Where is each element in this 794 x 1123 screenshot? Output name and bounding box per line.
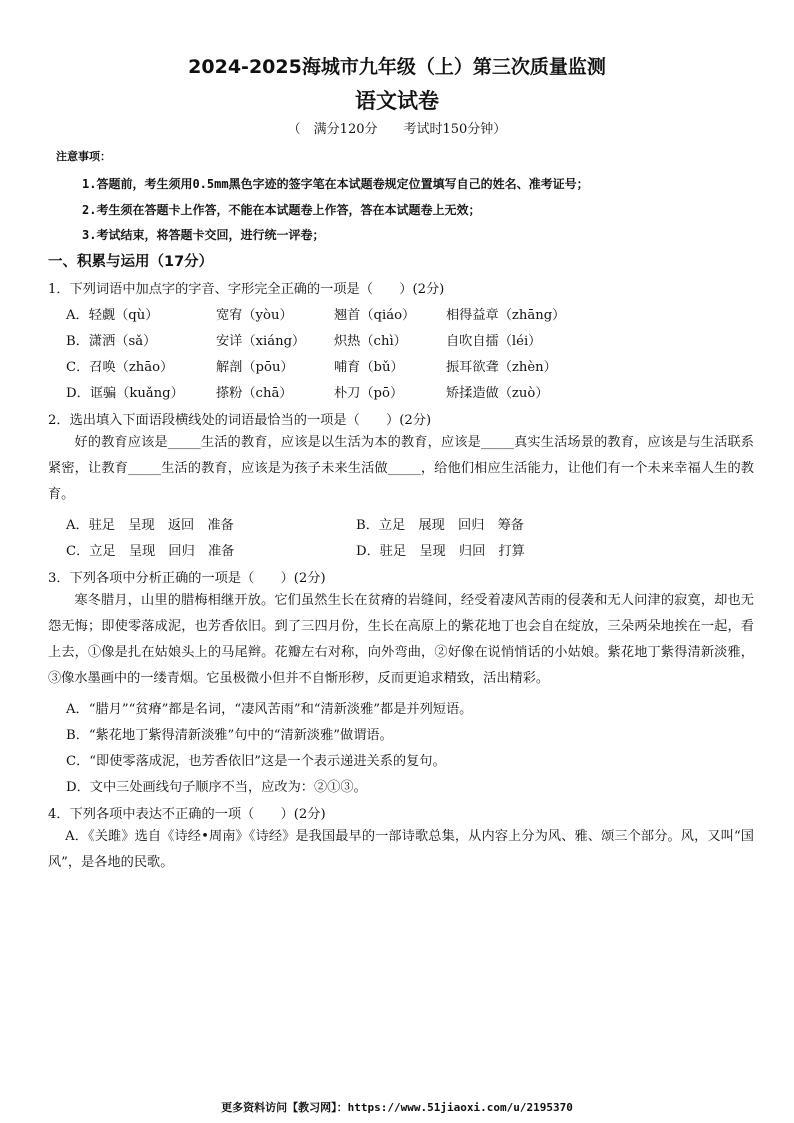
notice-item: 2.考生须在答题卡上作答，不能在本试题卷上作答，答在本试题卷上无效； bbox=[82, 203, 481, 217]
question-4-stem: 4．下列各项中表达不正确的一项（ ）(2分) bbox=[48, 807, 326, 822]
question-3-stem: 3．下列各项中分析正确的一项是（ ）(2分) bbox=[48, 571, 326, 586]
q1-option: 振耳欲聋（zhèn） bbox=[446, 360, 557, 375]
q3-option: A．“腊月”“贫瘠”都是名词，“凄风苦雨”和“清新淡雅”都是并列短语。 bbox=[66, 702, 473, 717]
exam-title: 2024-2025海城市九年级（上）第三次质量监测 bbox=[188, 56, 606, 78]
q1-option: B．潇洒（sǎ） bbox=[66, 334, 157, 349]
q2-passage: 好的教育应该是_____生活的教育，应该是以生活为本的教育，应该是_____真实生活场景的教育，应该是与生活联系紧密，让教育_____生活的教育，应该是为孩子未来生活做_____，给他们相应生活能力，让他们有一个未来幸福人生的教育。 bbox=[48, 435, 754, 502]
notice-heading: 注意事项： bbox=[56, 150, 111, 163]
q1-option: 宽宥（yòu） bbox=[216, 308, 293, 323]
exam-subject: 语文试卷 bbox=[355, 89, 439, 113]
q3-passage: 寒冬腊月，山里的腊梅相继开放。它们虽然生长在贫瘠的岩缝间，经受着凄风苦雨的侵袭和无人问津的寂寞，却也无怨无悔；即使零落成泥，也芳香依旧。到了三四月份，生长在高原上的紫花地丁也会自在绽放，三朵两朵地挨在一起，看上去，①像是扎在姑娘头上的马尾辫。花瓣左右对称，向外弯曲，②好像在说悄悄话的小姑娘。紫花地丁紫得清新淡雅，③像水墨画中的一缕青烟。它虽极微小但并不自惭形秽，反而更追求精致，活出精彩。 bbox=[48, 593, 754, 686]
notice-item: 1.答题前，考生须用0.5mm黑色字迹的签字笔在本试题卷规定位置填写自己的姓名、准考证号； bbox=[82, 177, 589, 191]
q4-option: A．《关雎》选自《诗经•周南》《诗经》是我国最早的一部诗歌总集，从内容上分为风、雅、颂三个部分。风，又叫“国风”，是各地的民歌。 bbox=[48, 829, 754, 870]
q2-option: A．驻足 呈现 返回 准备 bbox=[66, 518, 234, 533]
q1-option: C．召唤（zhāo） bbox=[66, 360, 174, 375]
notice-item: 3.考试结束，将答题卡交回，进行统一评卷； bbox=[82, 228, 325, 242]
q2-option: D．驻足 呈现 归回 打算 bbox=[356, 544, 525, 559]
q2-option: C．立足 呈现 回归 准备 bbox=[66, 544, 235, 559]
q1-option: 炽热（chì） bbox=[334, 334, 407, 349]
exam-subtitle: （ 满分120分 考试时150分钟） bbox=[287, 122, 507, 137]
question-2-stem: 2．选出填入下面语段横线处的词语最恰当的一项是（ ）(2分) bbox=[48, 413, 432, 428]
q1-option: 安详（xiáng） bbox=[216, 334, 306, 349]
q2-option: B．立足 展现 回归 筹备 bbox=[356, 518, 524, 533]
q1-option: D．诓骗（kuǎng） bbox=[66, 386, 184, 401]
q1-option: A．轻觑（qù） bbox=[66, 308, 159, 323]
question-1-stem: 1．下列词语中加点字的字音、字形完全正确的一项是（ ）(2分) bbox=[48, 282, 445, 297]
q3-option: C．“即使零落成泥，也芳香依旧”这是一个表示递进关系的复句。 bbox=[66, 754, 446, 769]
q1-option: 翘首（qiáo） bbox=[334, 308, 416, 323]
q1-option: 自吹自擂（léi） bbox=[446, 334, 542, 349]
footer-link[interactable]: 更多资料访问【教习网】：https://www.51jiaoxi.com/u/2195370 bbox=[221, 1101, 573, 1114]
section-heading: 一、积累与运用（17分） bbox=[48, 254, 214, 270]
q1-option: 解剖（pōu） bbox=[216, 360, 294, 375]
q3-option: B．“紫花地丁紫得清新淡雅”句中的“清新淡雅”做谓语。 bbox=[66, 728, 393, 743]
q1-option: 相得益章（zhāng） bbox=[446, 308, 566, 323]
q1-option: 搽粉（chā） bbox=[216, 386, 293, 401]
q3-option: D．文中三处画线句子顺序不当，应改为：②①③。 bbox=[66, 780, 367, 795]
q1-option: 朴刀（pō） bbox=[334, 386, 404, 401]
q1-option: 矫揉造做（zuò） bbox=[446, 386, 549, 401]
q1-option: 哺育（bǔ） bbox=[334, 360, 404, 375]
